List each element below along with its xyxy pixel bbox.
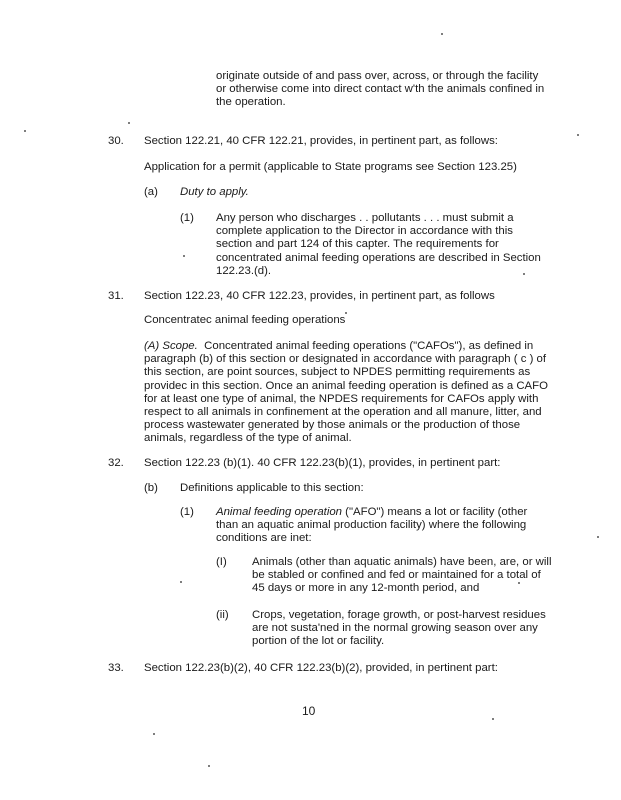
paragraph-33-intro: Section 122.23(b)(2), 40 CFR 122.23(b)(2), provided, in pertinent part: bbox=[144, 662, 498, 674]
scan-speck bbox=[518, 582, 520, 584]
scan-speck bbox=[345, 312, 347, 314]
item-ii-text: Crops, vegetation, forage growth, or post-harvest residues are not susta'ned in the normal growing season over any portion of the lot or facility. bbox=[252, 609, 546, 648]
scope-label: (A) Scope. bbox=[144, 340, 198, 352]
scan-speck bbox=[597, 536, 599, 538]
item-i-text: Animals (other than aquatic animals) have been, are, or will be stabled or confined and fed or maintained for a total of 45 days or more in any 12-month period, and bbox=[252, 556, 552, 595]
scan-speck bbox=[180, 581, 182, 583]
page-number: 10 bbox=[302, 704, 316, 718]
subsection-b-text: Definitions applicable to this section: bbox=[180, 482, 364, 494]
afo-definition: ("AFO") means a lot or facility (other than an aquatic animal production facility) where the following conditions are inet: bbox=[216, 506, 528, 545]
clause-b1-text bbox=[216, 506, 546, 546]
paragraph-30-intro: Section 122.21, 40 CFR 122.21, provides, in pertinent part, as follows: bbox=[144, 135, 498, 147]
scan-speck bbox=[24, 130, 26, 132]
subsection-a-label: (a) bbox=[144, 186, 158, 198]
item-i-label: (I) bbox=[216, 556, 227, 568]
scan-speck bbox=[128, 122, 130, 124]
subsection-b-label: (b) bbox=[144, 482, 158, 494]
paragraph-32-intro: Section 122.23 (b)(1). 40 CFR 122.23(b)(1), provides, in pertinent part: bbox=[144, 457, 501, 469]
scan-speck bbox=[492, 718, 494, 720]
clause-b1-label: (1) bbox=[180, 506, 194, 518]
scope-text: Concentrated animal feeding operations ("CAFOs"), as defined in paragraph (b) of this section or designated in accordance with paragraph ( c ) of this section, are point sources, subject to NPDES permitting requirements as providec in this section. Once an animal feeding operation is defined as a CAFO for at least one type of animal, the NPDES requirements for CAFOs apply with respect to all animals in confinement at the operation and all manure, litter, and process wastewater generated by those animals or the production of those animals, regardless of the type of animal. bbox=[144, 340, 548, 445]
paragraph-number-31: 31. bbox=[108, 290, 124, 302]
paragraph-number-32: 32. bbox=[108, 457, 124, 469]
scope-paragraph bbox=[144, 340, 550, 446]
subsection-a-title: Duty to apply. bbox=[180, 186, 249, 198]
clause-1-label: (1) bbox=[180, 212, 194, 224]
paragraph-31-intro: Section 122.23, 40 CFR 122.23, provides, in pertinent part, as follows bbox=[144, 290, 495, 302]
paragraph-number-30: 30. bbox=[108, 135, 124, 147]
clause-1-text: Any person who discharges . . pollutants . . . must submit a complete application to the Director in accordance with this section and part 124 of this capter. The requirements for concentrated animal feeding operations are described in Section 122.23.(d). bbox=[216, 212, 541, 277]
scan-speck bbox=[441, 33, 443, 35]
scan-speck bbox=[153, 733, 155, 735]
paragraph-31-heading: Concentratec animal feeding operations bbox=[144, 314, 346, 326]
scan-speck bbox=[577, 134, 579, 136]
paragraph-number-33: 33. bbox=[108, 662, 124, 674]
continued-quote: originate outside of and pass over, across, or through the facility or otherwise come into direct contact w'th the animals confined in the operation. bbox=[216, 70, 545, 109]
scan-speck bbox=[523, 273, 525, 275]
scan-speck bbox=[183, 255, 185, 257]
item-ii-label: (ii) bbox=[216, 609, 229, 621]
scan-speck bbox=[208, 765, 210, 767]
afo-term: Animal feeding operation bbox=[216, 506, 343, 518]
paragraph-30-heading: Application for a permit (applicable to State programs see Section 123.25) bbox=[144, 161, 517, 173]
